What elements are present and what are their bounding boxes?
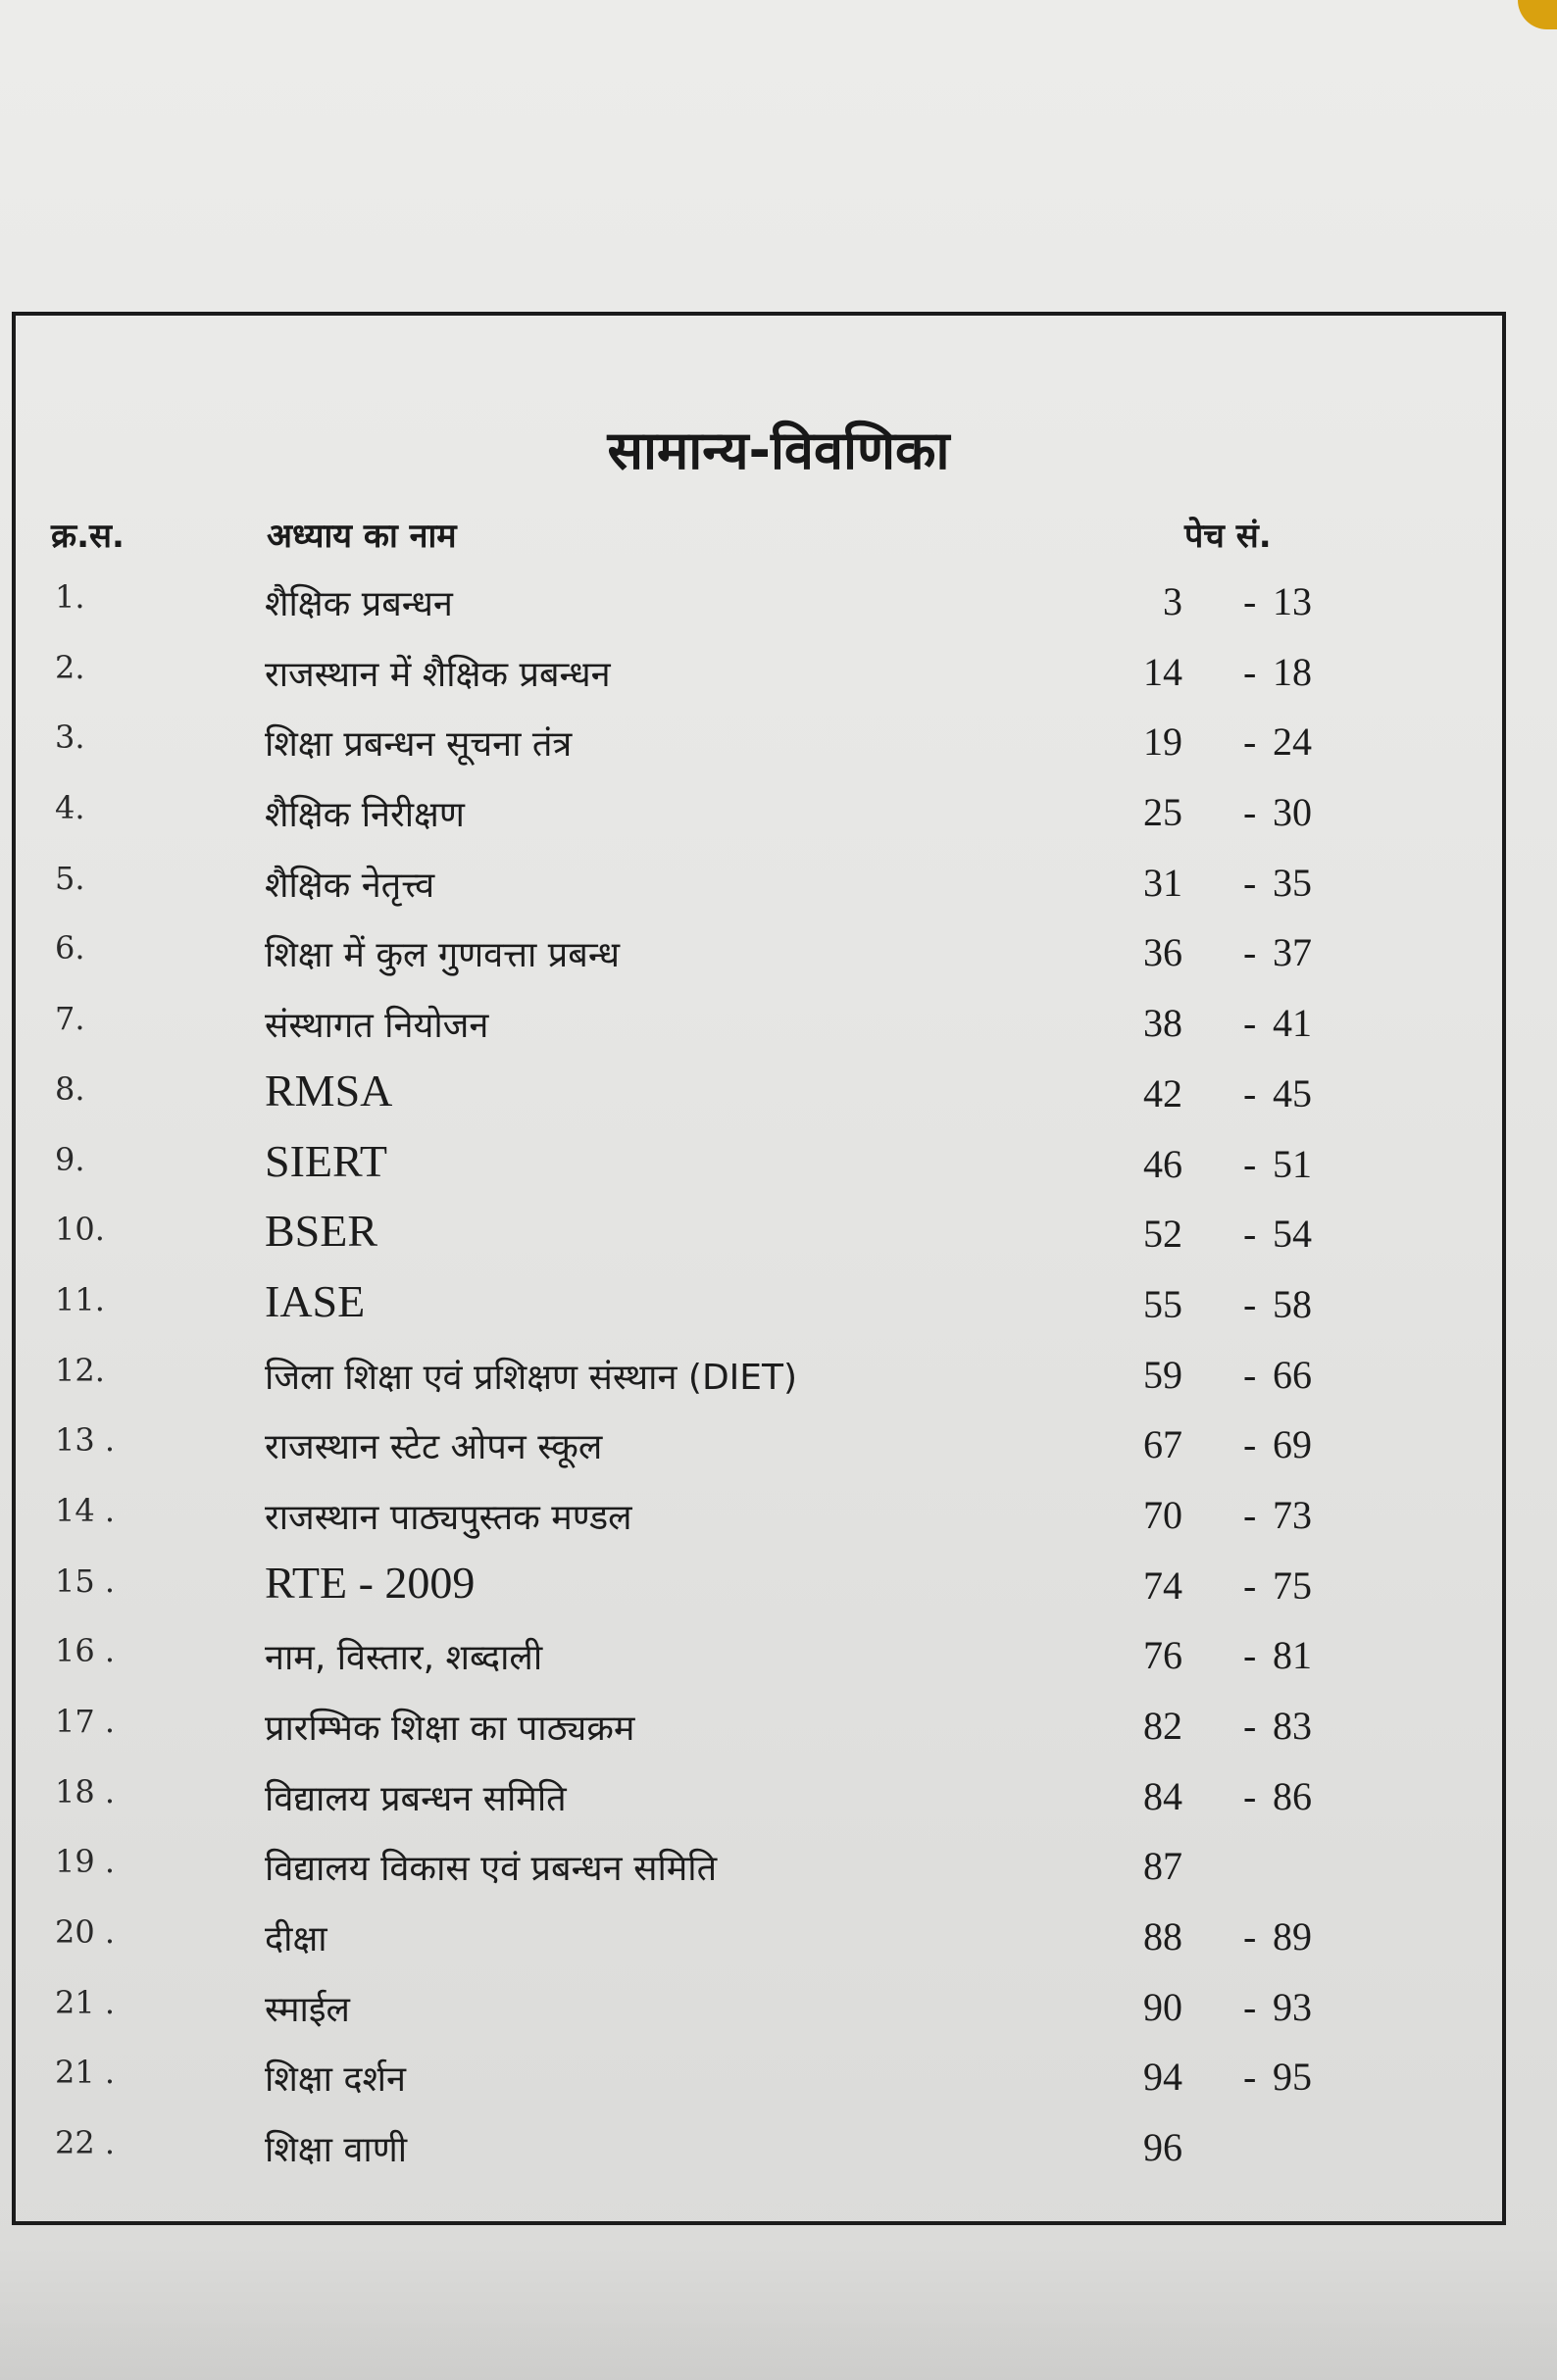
header-chapter-name: अध्याय का नाम [267, 517, 457, 556]
row-page-end: 45 [1273, 1070, 1312, 1116]
row-chapter-name: SIERT [265, 1135, 388, 1186]
row-page-range-dash: - [1243, 860, 1257, 905]
row-page-start: 94 [1143, 2055, 1182, 2100]
row-page-end: 54 [1273, 1212, 1312, 1257]
index-row [0, 1492, 1557, 1562]
row-serial-number: 21 . [55, 2054, 116, 2092]
row-page-start: 67 [1143, 1422, 1182, 1467]
row-chapter-name: राजस्थान पाठ्यपुस्तक मण्डल [265, 1497, 632, 1538]
row-page-end: 24 [1273, 719, 1312, 765]
row-chapter-name: शिक्षा प्रबन्धन सूचना तंत्र [265, 724, 573, 766]
row-chapter-name: IASE [265, 1275, 366, 1326]
row-page-start: 82 [1143, 1704, 1182, 1748]
row-page-end: 37 [1273, 930, 1312, 975]
row-serial-number: 13 . [55, 1421, 116, 1460]
index-row [0, 1421, 1557, 1492]
row-page-range-dash: - [1243, 930, 1257, 975]
index-row [0, 1065, 1557, 1141]
row-serial-number: 9. [55, 1140, 85, 1178]
row-page-range-dash: - [1243, 1281, 1257, 1326]
index-row [0, 1275, 1557, 1352]
row-serial-number: 1. [55, 578, 85, 616]
row-chapter-name: विद्यालय प्रबन्धन समिति [265, 1778, 567, 1819]
index-row [0, 860, 1557, 930]
row-serial-number: 11. [55, 1280, 105, 1318]
row-serial-number: 16 . [55, 1632, 116, 1670]
index-row [0, 1773, 1557, 1844]
row-page-range-dash: - [1243, 1984, 1257, 2029]
row-page-start: 3 [1163, 579, 1182, 623]
index-row [0, 1632, 1557, 1703]
index-row [0, 929, 1557, 1000]
row-page-end: 75 [1273, 1562, 1312, 1608]
row-chapter-name: राजस्थान स्टेट ओपन स्कूल [265, 1427, 603, 1468]
header-page-number: पेच सं. [1184, 517, 1272, 556]
row-page-range-dash: - [1243, 1704, 1257, 1748]
row-page-start: 84 [1143, 1773, 1182, 1818]
row-page-range-dash: - [1243, 1562, 1257, 1608]
row-page-end: 13 [1273, 579, 1312, 623]
row-page-range-dash: - [1243, 1492, 1257, 1537]
row-chapter-name: शिक्षा वाणी [265, 2130, 408, 2171]
row-chapter-name: BSER [265, 1206, 378, 1257]
row-page-end: 41 [1273, 1001, 1312, 1046]
row-chapter-name: जिला शिक्षा एवं प्रशिक्षण संस्थान (DIET) [265, 1357, 798, 1398]
row-page-end: 89 [1273, 1914, 1312, 1959]
index-row [0, 1352, 1557, 1422]
row-chapter-name: दीक्षा [265, 1919, 327, 1960]
row-page-start: 74 [1143, 1562, 1182, 1608]
index-row [0, 1984, 1557, 2055]
row-serial-number: 18 . [55, 1772, 116, 1810]
row-page-end: 81 [1273, 1633, 1312, 1678]
row-page-start: 52 [1143, 1212, 1182, 1257]
row-serial-number: 21 . [55, 1983, 116, 2021]
row-page-start: 90 [1143, 1984, 1182, 2029]
row-page-end: 66 [1273, 1352, 1312, 1397]
row-page-start: 38 [1143, 1001, 1182, 1046]
row-page-range-dash: - [1243, 649, 1257, 694]
index-row [0, 2124, 1557, 2195]
row-page-range-dash: - [1243, 1914, 1257, 1959]
row-chapter-name: RTE - 2009 [265, 1557, 476, 1608]
index-row [0, 578, 1557, 649]
row-serial-number: 6. [55, 929, 85, 967]
row-chapter-name: विद्यालय विकास एवं प्रबन्धन समिति [265, 1849, 718, 1890]
row-page-end: 69 [1273, 1422, 1312, 1467]
index-row [0, 1843, 1557, 1913]
row-serial-number: 15 . [55, 1562, 116, 1600]
row-page-start: 88 [1143, 1914, 1182, 1959]
row-page-start: 42 [1143, 1070, 1182, 1116]
row-page-range-dash: - [1243, 719, 1257, 765]
row-serial-number: 14 . [55, 1491, 116, 1529]
row-page-end: 51 [1273, 1141, 1312, 1186]
row-page-range-dash: - [1243, 2055, 1257, 2100]
row-chapter-name: RMSA [265, 1065, 393, 1116]
row-serial-number: 5. [55, 859, 85, 897]
row-page-start: 46 [1143, 1141, 1182, 1186]
row-serial-number: 7. [55, 1000, 85, 1038]
row-page-start: 25 [1143, 790, 1182, 835]
row-serial-number: 2. [55, 648, 85, 686]
row-chapter-name: शैक्षिक नेतृत्त्व [265, 865, 435, 906]
row-chapter-name: स्माईल [265, 1989, 350, 2030]
header-serial-number: क्र.स. [51, 517, 125, 556]
index-entries [0, 578, 1557, 2195]
row-chapter-name: शिक्षा दर्शन [265, 2059, 406, 2101]
row-page-start: 19 [1143, 719, 1182, 765]
row-page-end: 18 [1273, 649, 1312, 694]
row-page-range-dash: - [1243, 1633, 1257, 1678]
row-page-end: 58 [1273, 1281, 1312, 1326]
row-page-start: 76 [1143, 1633, 1182, 1678]
page-shadow [0, 2245, 1557, 2380]
row-chapter-name: प्रारम्भिक शिक्षा का पाठ्यक्रम [265, 1709, 635, 1749]
row-page-range-dash: - [1243, 1422, 1257, 1467]
row-page-range-dash: - [1243, 1141, 1257, 1186]
row-page-start: 55 [1143, 1281, 1182, 1326]
index-row [0, 1135, 1557, 1212]
row-page-start: 36 [1143, 930, 1182, 975]
index-row [0, 2054, 1557, 2124]
index-row [0, 1703, 1557, 1773]
row-chapter-name: राजस्थान में शैक्षिक प्रबन्धन [265, 654, 611, 695]
row-chapter-name: शिक्षा में कुल गुणवत्ता प्रबन्ध [265, 935, 620, 976]
row-page-range-dash: - [1243, 579, 1257, 623]
row-serial-number: 3. [55, 719, 85, 757]
row-page-range-dash: - [1243, 1001, 1257, 1046]
row-page-end: 35 [1273, 860, 1312, 905]
row-page-start: 87 [1143, 1844, 1182, 1889]
row-page-start: 31 [1143, 860, 1182, 905]
index-title: सामान्य-विवणिका [607, 420, 950, 481]
row-page-end: 30 [1273, 790, 1312, 835]
row-serial-number: 17 . [55, 1703, 116, 1740]
row-page-end: 83 [1273, 1704, 1312, 1748]
row-serial-number: 10. [55, 1211, 105, 1249]
row-chapter-name: नाम, विस्तार, शब्दाली [265, 1638, 543, 1679]
row-page-range-dash: - [1243, 1212, 1257, 1257]
row-serial-number: 22 . [55, 2124, 116, 2162]
row-page-end: 95 [1273, 2055, 1312, 2100]
row-page-range-dash: - [1243, 1070, 1257, 1116]
index-row [0, 1000, 1557, 1070]
row-page-start: 96 [1143, 2125, 1182, 2170]
index-row [0, 649, 1557, 719]
row-page-end: 93 [1273, 1984, 1312, 2029]
row-page-range-dash: - [1243, 790, 1257, 835]
index-row [0, 789, 1557, 860]
index-row [0, 1913, 1557, 1984]
index-row [0, 1206, 1557, 1281]
row-page-start: 59 [1143, 1352, 1182, 1397]
index-row [0, 719, 1557, 789]
row-page-range-dash: - [1243, 1773, 1257, 1818]
row-page-start: 14 [1143, 649, 1182, 694]
row-serial-number: 20 . [55, 1913, 116, 1952]
row-serial-number: 19 . [55, 1843, 116, 1881]
row-page-range-dash: - [1243, 1352, 1257, 1397]
index-row [0, 1557, 1557, 1633]
row-chapter-name: शैक्षिक निरीक्षण [265, 795, 465, 836]
row-serial-number: 8. [55, 1069, 85, 1108]
row-chapter-name: शैक्षिक प्रबन्धन [265, 584, 453, 624]
row-page-end: 86 [1273, 1773, 1312, 1818]
row-serial-number: 12. [55, 1351, 105, 1389]
row-chapter-name: संस्थागत नियोजन [265, 1006, 489, 1047]
row-serial-number: 4. [55, 789, 85, 827]
row-page-start: 70 [1143, 1492, 1182, 1537]
row-page-end: 73 [1273, 1492, 1312, 1537]
